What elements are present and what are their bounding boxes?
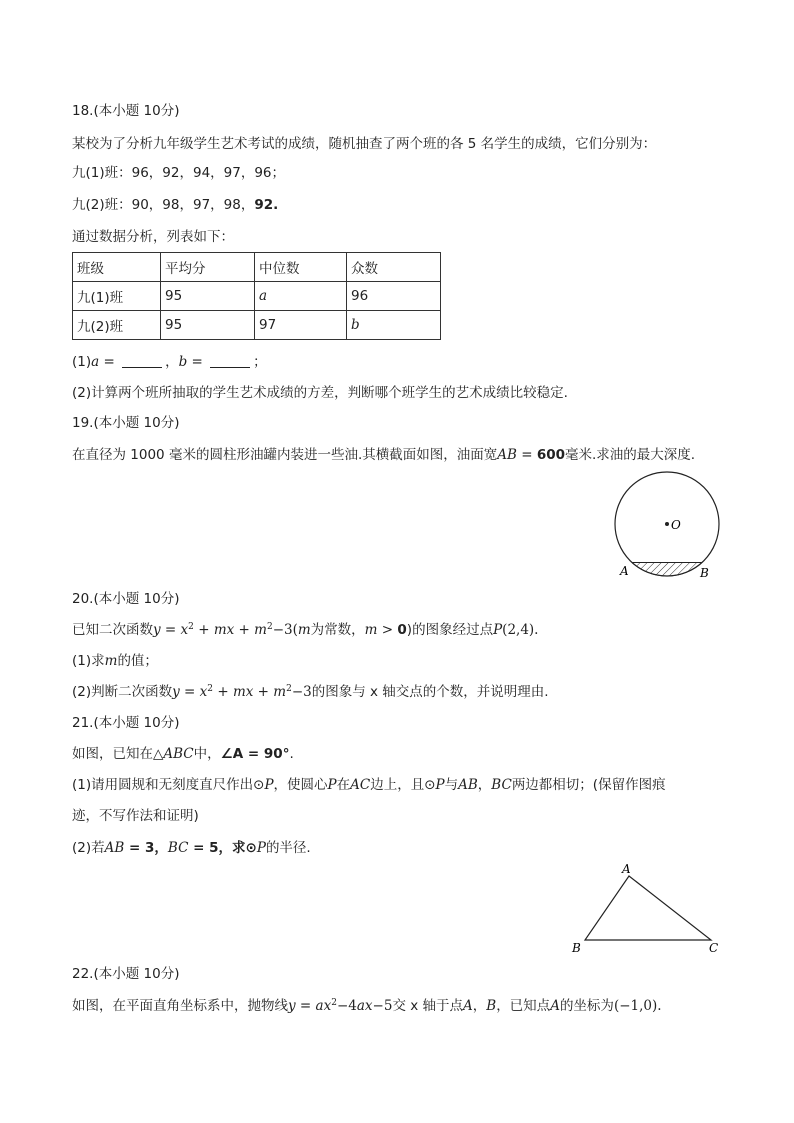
table-header-cell: 平均分 [161, 253, 255, 282]
q18-class1-scores: 九(1)班：96，92，94，97，96； [72, 165, 286, 181]
q18-header: 18.(本小题 10分) [72, 103, 180, 119]
q19-text: 在直径为 1000 毫米的圆柱形油罐内装进一些油.其横截面如图，油面宽AB = 600毫米.求油的最大深度. [72, 447, 696, 463]
triangle-abc [585, 876, 711, 940]
q19-circle-figure [600, 468, 730, 584]
q21-part2: (2)若AB = 3，BC = 5，求⊙P的半径. [72, 840, 311, 856]
table-cell: a [255, 282, 347, 311]
q20-part2: (2)判断二次函数$y = x^2$ + mx + $m^2-3$的图象与 x 轴交点的个数，并说明理由. [72, 684, 549, 700]
q18-table-intro: 通过数据分析，列表如下： [72, 229, 234, 245]
q20-part1: (1)求m的值； [72, 653, 158, 669]
oil-segment [632, 563, 702, 577]
q20-statement: 已知二次函数$y = x^2$ + mx + $m^2-3(m$为常数，m > 0)的图象经过点P(2,4). [72, 622, 539, 638]
label-b: B [572, 941, 581, 955]
table-cell: 96 [347, 282, 441, 311]
answer-blank[interactable] [122, 355, 162, 368]
label-b: B [700, 566, 709, 580]
table-cell: 95 [161, 311, 255, 340]
table-cell: 九(2)班 [73, 311, 161, 340]
label-a: A [622, 862, 631, 876]
q19-header: 19.(本小题 10分) [72, 415, 180, 431]
q21-part1-cont: 迹，不写作法和证明) [72, 808, 199, 824]
table-cell: 95 [161, 282, 255, 311]
q18-part1: (1)a = ，b = ； [72, 354, 267, 370]
q21-triangle-figure [565, 858, 725, 958]
table-row [73, 311, 441, 340]
label-c: C [709, 941, 719, 955]
table-header-cell: 众数 [347, 253, 441, 282]
q18-part2: (2)计算两个班所抽取的学生艺术成绩的方差，判断哪个班学生的艺术成绩比较稳定. [72, 385, 568, 401]
table-cell: 九(1)班 [73, 282, 161, 311]
q22-statement: 如图，在平面直角坐标系中，抛物线$y = ax^2-4ax-5$交 x 轴于点A，B，已知点A的坐标为(−1,0). [72, 998, 662, 1014]
q18-intro: 某校为了分析九年级学生艺术考试的成绩，随机抽查了两个班的各 5 名学生的成绩，它们分别为： [72, 136, 657, 152]
q21-part1: (1)请用圆规和无刻度直尺作出⊙P，使圆心P在AC边上，且⊙P与AB，BC两边都相切；(保留作图痕 [72, 777, 666, 793]
table-header-cell: 班级 [73, 253, 161, 282]
answer-blank[interactable] [210, 355, 250, 368]
table-row [73, 282, 441, 311]
table-header-row [73, 253, 441, 282]
q21-header: 21.(本小题 10分) [72, 715, 180, 731]
q18-class2-scores: 九(2)班：90，98，97，98，92. [72, 197, 279, 213]
label-o: O [671, 518, 681, 532]
table-cell: 97 [255, 311, 347, 340]
table-cell: b [347, 311, 441, 340]
q20-header: 20.(本小题 10分) [72, 591, 180, 607]
label-a: A [620, 564, 629, 578]
q18-data-table [72, 252, 441, 340]
q21-statement: 如图，已知在△ABC中，∠A = 90°. [72, 746, 294, 762]
table-header-cell: 中位数 [255, 253, 347, 282]
q22-header: 22.(本小题 10分) [72, 966, 180, 982]
center-point [665, 522, 669, 526]
